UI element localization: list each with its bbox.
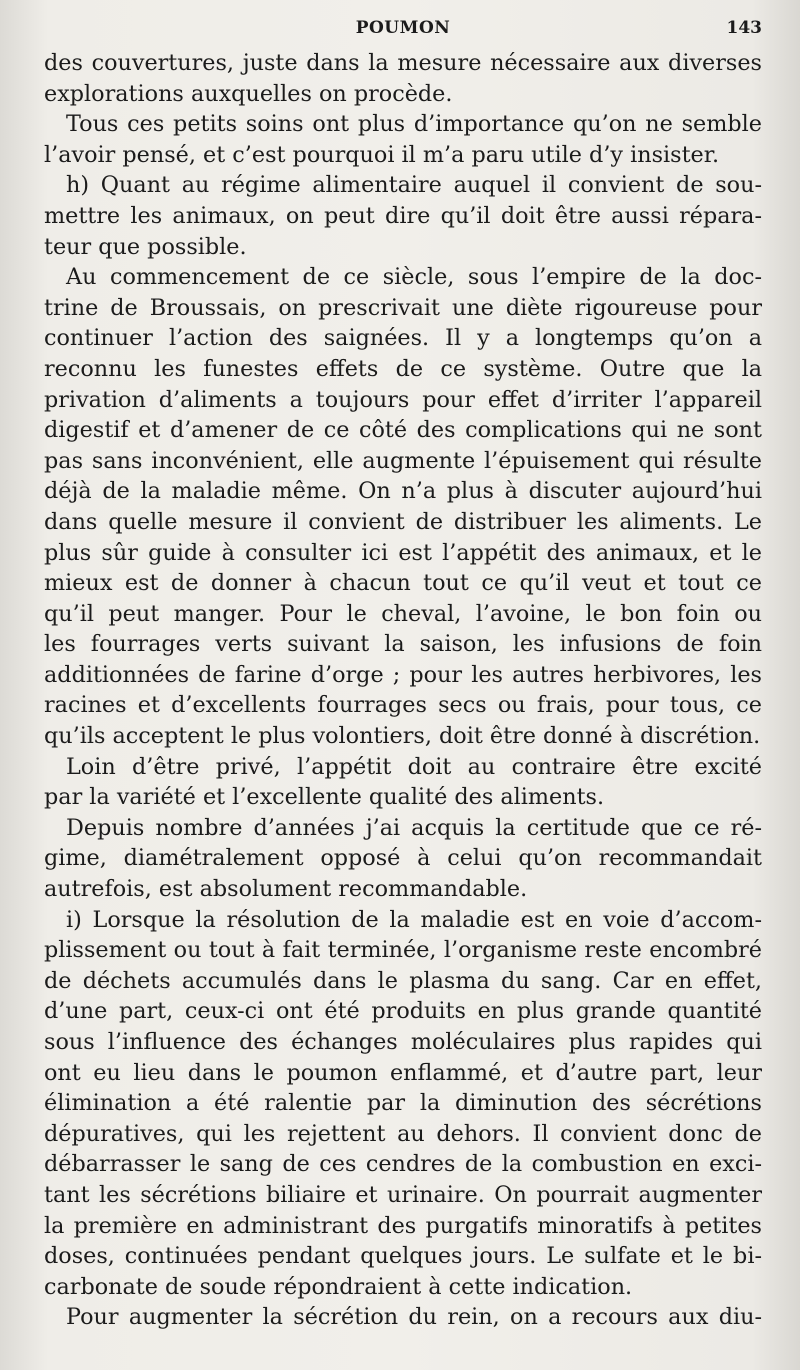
text-line: Pour augmenter la sécrétion du rein, on a recours aux diu- [66,1304,762,1331]
text-line: plus sûr guide à consulter ici est l’appétit des animaux, et le [44,539,762,566]
text-line: la première en administrant des purgatifs minoratifs à petites [44,1212,762,1239]
text-line: débarrasser le sang de ces cendres de la combustion en exci- [44,1151,762,1178]
text-line: gime, diamétralement opposé à celui qu’on recommandait [44,845,762,872]
text-line: sous l’influence des échanges moléculaires plus rapides qui [44,1029,762,1055]
text-line: privation d’aliments a toujours pour effet d’irriter l’appareil [44,386,762,413]
page-number: 143 [726,18,762,38]
text-line: les fourrages verts suivant la saison, les infusions de foin [44,631,762,658]
text-line: teur que possible. [44,233,247,260]
text-line: Loin d’être privé, l’appétit doit au contraire être excité [66,753,762,780]
text-line: i) Lorsque la résolution de la maladie est en voie d’accom- [66,906,762,933]
text-line: déjà de la maladie même. On n’a plus à discuter aujourd’hui [44,478,762,505]
text-line: additionnées de farine d’orge ; pour les autres herbivores, les [44,661,762,688]
text-line: digestif et d’amener de ce côté des complications qui ne sont [44,417,762,444]
text-line: Tous ces petits soins ont plus d’importance qu’on ne semble [66,111,762,138]
text-line: mieux est de donner à chacun tout ce qu’il veut et tout ce [44,570,762,597]
text-line: des couvertures, juste dans la mesure nécessaire aux diverses [44,50,762,76]
text-line: plissement ou tout à fait terminée, l’organisme reste encombré [44,937,762,964]
page-header [44,14,762,48]
text-line: Depuis nombre d’années j’ai acquis la certitude que ce ré- [66,814,762,841]
text-line: h) Quant au régime alimentaire auquel il convient de sou- [66,172,762,199]
text-line: trine de Broussais, on prescrivait une diète rigoureuse pour [44,294,762,321]
text-line: d’une part, ceux-ci ont été produits en plus grande quantité [44,998,762,1025]
text-line: de déchets accumulés dans le plasma du sang. Car en effet, [44,967,762,994]
text-line: continuer l’action des saignées. Il y a longtemps qu’on a [44,325,762,352]
text-line: carbonate de soude répondraient à cette indication. [44,1273,633,1300]
text-line: Au commencement de ce siècle, sous l’empire de la doc- [66,264,762,291]
text-line: qu’ils acceptent le plus volontiers, doit être donné à discrétion. [44,723,761,750]
text-line: autrefois, est absolument recommandable. [44,876,528,903]
text-line: mettre les animaux, on peut dire qu’il doit être aussi répara- [44,202,762,229]
text-line: pas sans inconvénient, elle augmente l’épuisement qui résulte [44,447,762,474]
body-text [44,48,762,1333]
text-line: dépuratives, qui les rejettent au dehors. Il convient donc de [44,1120,762,1147]
text-line: racines et d’excellents fourrages secs ou frais, pour tous, ce [44,692,762,719]
running-title: POUMON [355,18,451,38]
text-line: l’avoir pensé, et c’est pourquoi il m’a paru utile d’y insister. [44,141,720,168]
text-line: qu’il peut manger. Pour le cheval, l’avoine, le bon foin ou [44,600,762,627]
text-line: explorations auxquelles on procède. [44,80,453,107]
text-line: doses, continuées pendant quelques jours. Le sulfate et le bi- [44,1243,762,1270]
text-line: par la variété et l’excellente qualité des aliments. [44,784,605,811]
text-line: tant les sécrétions biliaire et urinaire. On pourrait augmenter [44,1181,762,1208]
text-line: élimination a été ralentie par la diminution des sécrétions [44,1090,762,1117]
text-line: dans quelle mesure il convient de distribuer les aliments. Le [44,508,762,535]
text-line: reconnu les funestes effets de ce système. Outre que la [44,355,762,382]
text-line: ont eu lieu dans le poumon enflammé, et d’autre part, leur [44,1059,762,1086]
